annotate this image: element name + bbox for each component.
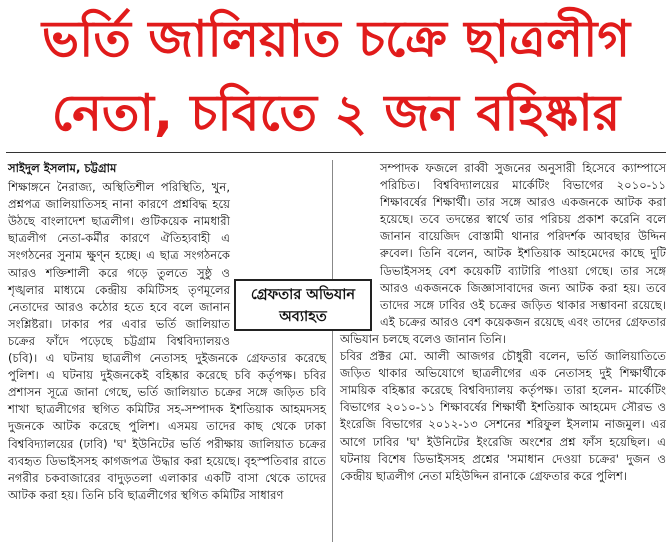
article-column-left (8, 160, 326, 504)
byline-location: , চট্টগ্রাম (75, 161, 117, 175)
article-text: সম্পাদক ফজলে রাব্বী সুজনের অনুসারী হিসেবে ক্যাম্পাসে পরিচিত। বিশ্ববিদ্যালয়ের মার্কেটিং বিভাগের ২০১০-১১ শিক্ষাবর্ষের শিক্ষার্থী। তার সঙ্গে আরও একজনকে আটক করা হয়েছে। তবে তদন্তের স্বার্থে তার পরিচয় প্রকাশ করেনি বলে জানান বায়েজিদ বোস্তামী থানার পরিদর্শক আবছার উদ্দিন রুবেল। তিনি বলেন, আটক ইশতিয়াক আহমেদের কাছে দুটি ডিভাইসসহ বেশ কয়েকটি ব্যাটারি পাওয়া গেছে। তার সঙ্গে আরও একজনকে জিজ্ঞাসাবাদের জন্য আটক করা হয়। তবে তাদের সঙ্গে ঢাবির ওই চক্রের জড়িত থাকার সম্ভাবনা রয়েছে। এই চক্রের আরও বেশ কয়েকজন রয়েছে এবং তাদের গ্রেফতার অভিযান চলছে বলেও জানান তিনি। (340, 161, 666, 346)
headline-line-2: নেতা, চবিতে ২ জন বহিষ্কার (51, 84, 621, 142)
callout-line-2: অব্যাহত (279, 309, 327, 325)
byline (8, 160, 326, 177)
article-paragraph: চবির প্রক্টর মো. আলী আজগর চৌধুরী বলেন, ভর্তি জালিয়াতিতে জড়িত থাকার অভিযোগে ছাত্রলীগের এক নেতাসহ দুই শিক্ষার্থীকে সাময়িক বহিষ্কার করেছে বিশ্ববিদ্যালয় কর্তৃপক্ষ। তারা হলেন- মার্কেটিং বিভাগের ২০১০-১১ শিক্ষাবর্ষের শিক্ষার্থী ইশতিয়াক আহমেদ সৌরভ ও ইংরেজি বিভাগের ২০১২-১৩ সেশনের শরিফুল ইসলাম নাজমুল। এর আগে ঢাবির 'ঘ' ইউনিটের ইংরেজি অংশের প্রশ্ন ফাঁস হয়েছিল। এ ঘটনায় বিশেষ ডিভাইসসহ প্রশ্নের 'সমাধান দেওয়া চক্রের' দুজন ও কেন্দ্রীয় ছাত্রলীগ নেতা মহিউদ্দিন রানাকে গ্রেফতার করে পুলিশ। (340, 349, 666, 483)
article-column-right (340, 160, 666, 485)
headline-rule (6, 152, 666, 153)
article-text: শিক্ষাঙ্গনে নৈরাজ্য, অস্থিতিশীল পরিস্থিতি, খুন, প্রশ্নপত্র জালিয়াতিসহ নানা কারণে প্রশ্নবিদ্ধ হয়ে উঠছে বাংলাদেশ ছাত্রলীগ। গুটিকয়েক নামধারী ছাত্রলীগ নেতা-কর্মীর কারণে ঐতিহ্যবাহী এ সংগঠনের সুনাম ক্ষুণ্ন হচ্ছে। এ ছাত্র সংগঠনকে আরও শক্তিশালী করে গড়ে তুলতে সুষ্ঠু ও শৃঙ্খলার মাধ্যমে কেন্দ্রীয় কমিটিসহ তৃণমূলের নেতাদের আরও কঠোর হতে হবে বলে জানান সংশ্লিষ্টরা। ঢাকার পর এবার ভর্তি জালিয়াত চক্রের ফাঁদে পড়েছে চট্টগ্রাম বিশ্ববিদ্যালয়ও (চবি)। এ ঘটনায় ছাত্রলীগ নেতাসহ দুইজনকে গ্রেফতার করেছে পুলিশ। এ ঘটনায় দুইজনকেই বহিষ্কার করেছে চবি কর্তৃপক্ষ। চবির প্রশাসন সূত্রে জানা গেছে, ভর্তি জালিয়াত চক্রের সঙ্গে জড়িত চবি শাখা ছাত্রলীগের স্থগিত কমিটির সহ-সম্পাদক ইশতিয়াক আহমদসহ দুজনকে আটক করেছে পুলিশ। এসময় তাদের কাছ থেকে ঢাকা বিশ্ববিদ্যালয়ের (ঢাবি) 'ঘ' ইউনিটের ভর্তি পরীক্ষায় জালিয়াত চক্রের ব্যবহৃত ডিভাইসসহ কাগজপত্র উদ্ধার করা হয়েছে। বৃহস্পতিবার রাতে নগরীর চকবাজারের বাদুড়তলা এলাকার একটি বাসা থেকে তাদের আটক করা হয়। তিনি চবি ছাত্রলীগের স্থগিত কমিটির সাধারণ (8, 180, 326, 502)
callout-box (234, 279, 372, 331)
article-paragraph (8, 179, 326, 504)
headline-line-1: ভর্তি জালিয়াত চক্রে ছাত্রলীগ (41, 10, 631, 68)
column-divider (332, 160, 333, 542)
article-paragraph (340, 160, 666, 348)
callout-line-1: গ্রেফতার অভিযান (250, 287, 356, 303)
byline-author: সাইদুল ইসলাম (8, 161, 76, 175)
